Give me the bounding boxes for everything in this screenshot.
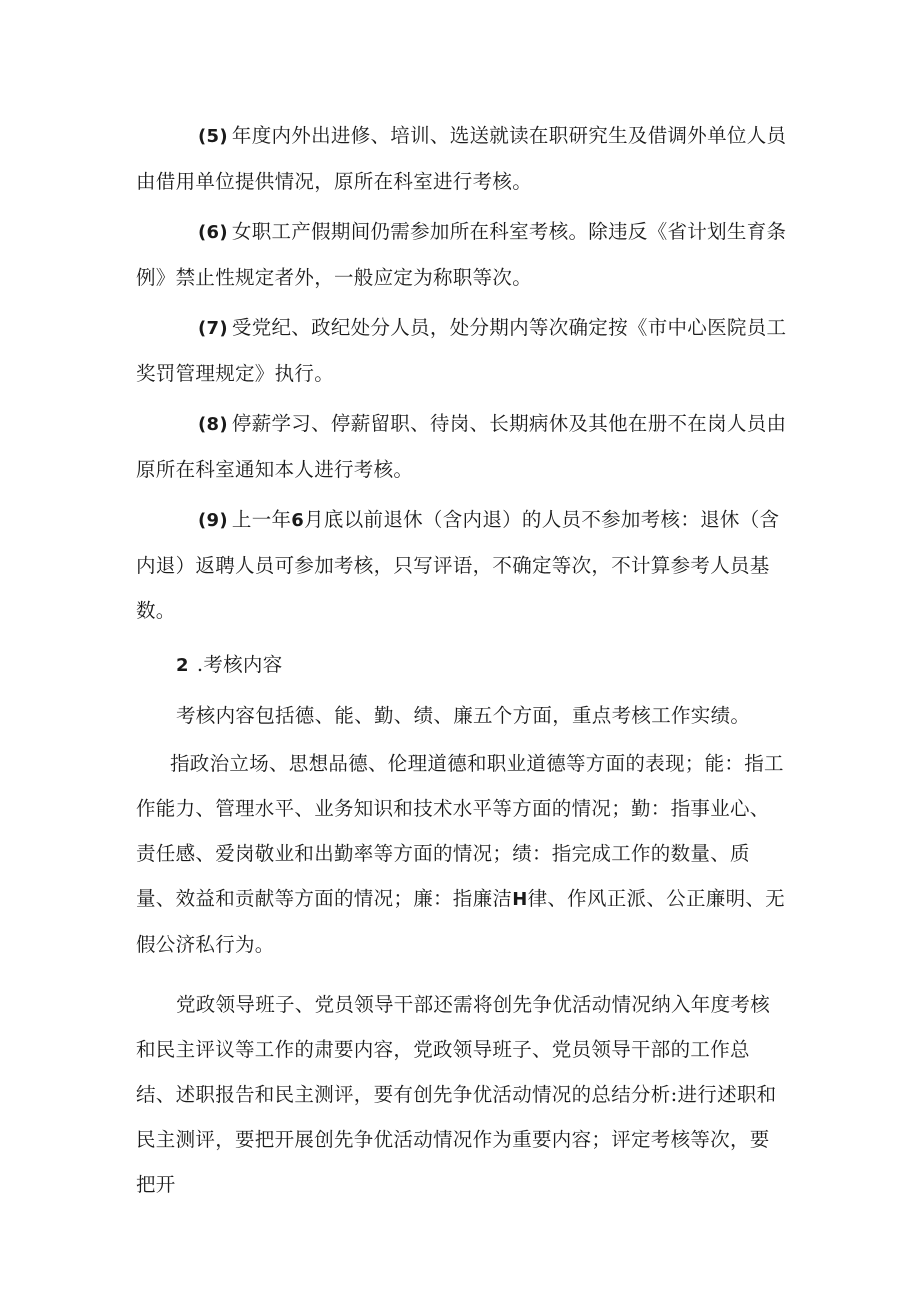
- paragraph-item-7: [136, 305, 788, 396]
- item-number: (6): [198, 222, 228, 243]
- content-detail: [136, 741, 788, 967]
- item-number: (7): [198, 318, 228, 339]
- item-number: (8): [198, 414, 228, 435]
- item-text: 女职工产假期间仍需参加所在科室考核。除违反《省计划生育条例》禁止性规定者外，一般应定为称职等次。: [136, 220, 787, 289]
- content-detail-bold-char: H: [512, 889, 528, 910]
- paragraph-item-9: [136, 497, 788, 633]
- item-text-after: 月底以前退休（含内退）的人员不参加考核：退休（含内退）返聘人员可参加考核，只写评语，不确定等次，不计算参考人员基数。: [136, 508, 780, 622]
- content-detail-after: 律、作风正派、公正廉明、无假公济私行为。: [136, 887, 785, 956]
- paragraph-item-8: [136, 401, 788, 492]
- section-number: 2: [176, 655, 189, 676]
- content-detail-before: 指政治立场、思想品德、伦理道德和职业道德等方面的表现；能：指工作能力、管理水平、业务知识和技术水平等方面的情况；勤：指事业心、责任感、爱岗敬业和出勤率等方面的情况；绩：指完成工作的数量、质量、效益和贡献等方面的情况；廉：指廉洁: [136, 752, 784, 910]
- item-text: 停薪学习、停薪留职、待岗、长期病休及其他在册不在岗人员由原所在科室通知本人进行考核。: [136, 412, 787, 481]
- party-paragraph: 党政领导班子、党员领导干部还需将创先争优活动情况纳入年度考核和民主评议等工作的肃要内容，党政领导班子、党员领导干部的工作总结、述职报告和民主测评，要有创先争优活动情况的总结分析:进行述职和民主测评，要把开展创先争优活动情况作为重要内容；评定考核等次，要把开: [136, 993, 777, 1196]
- section-title: .考核内容: [196, 653, 283, 676]
- section-heading: [176, 642, 776, 688]
- item-text: 年度内外出进修、培训、选送就读在职研究生及借调外单位人员由借用单位提供情况，原所在科室进行考核。: [136, 124, 787, 193]
- item-bold-number: 6: [291, 510, 305, 531]
- item-number: (5): [198, 126, 228, 147]
- item-number: (9): [198, 510, 228, 531]
- item-text-before: 上一年: [231, 508, 292, 531]
- paragraph-item-6: [136, 209, 788, 300]
- content-intro: 考核内容包括德、能、勤、绩、廉五个方面，重点考核工作实绩。: [176, 704, 751, 727]
- paragraph-item-5: [136, 113, 788, 204]
- item-text: 受党纪、政纪处分人员，处分期内等次确定按《市中心医院员工奖罚管理规定》执行。: [136, 316, 787, 385]
